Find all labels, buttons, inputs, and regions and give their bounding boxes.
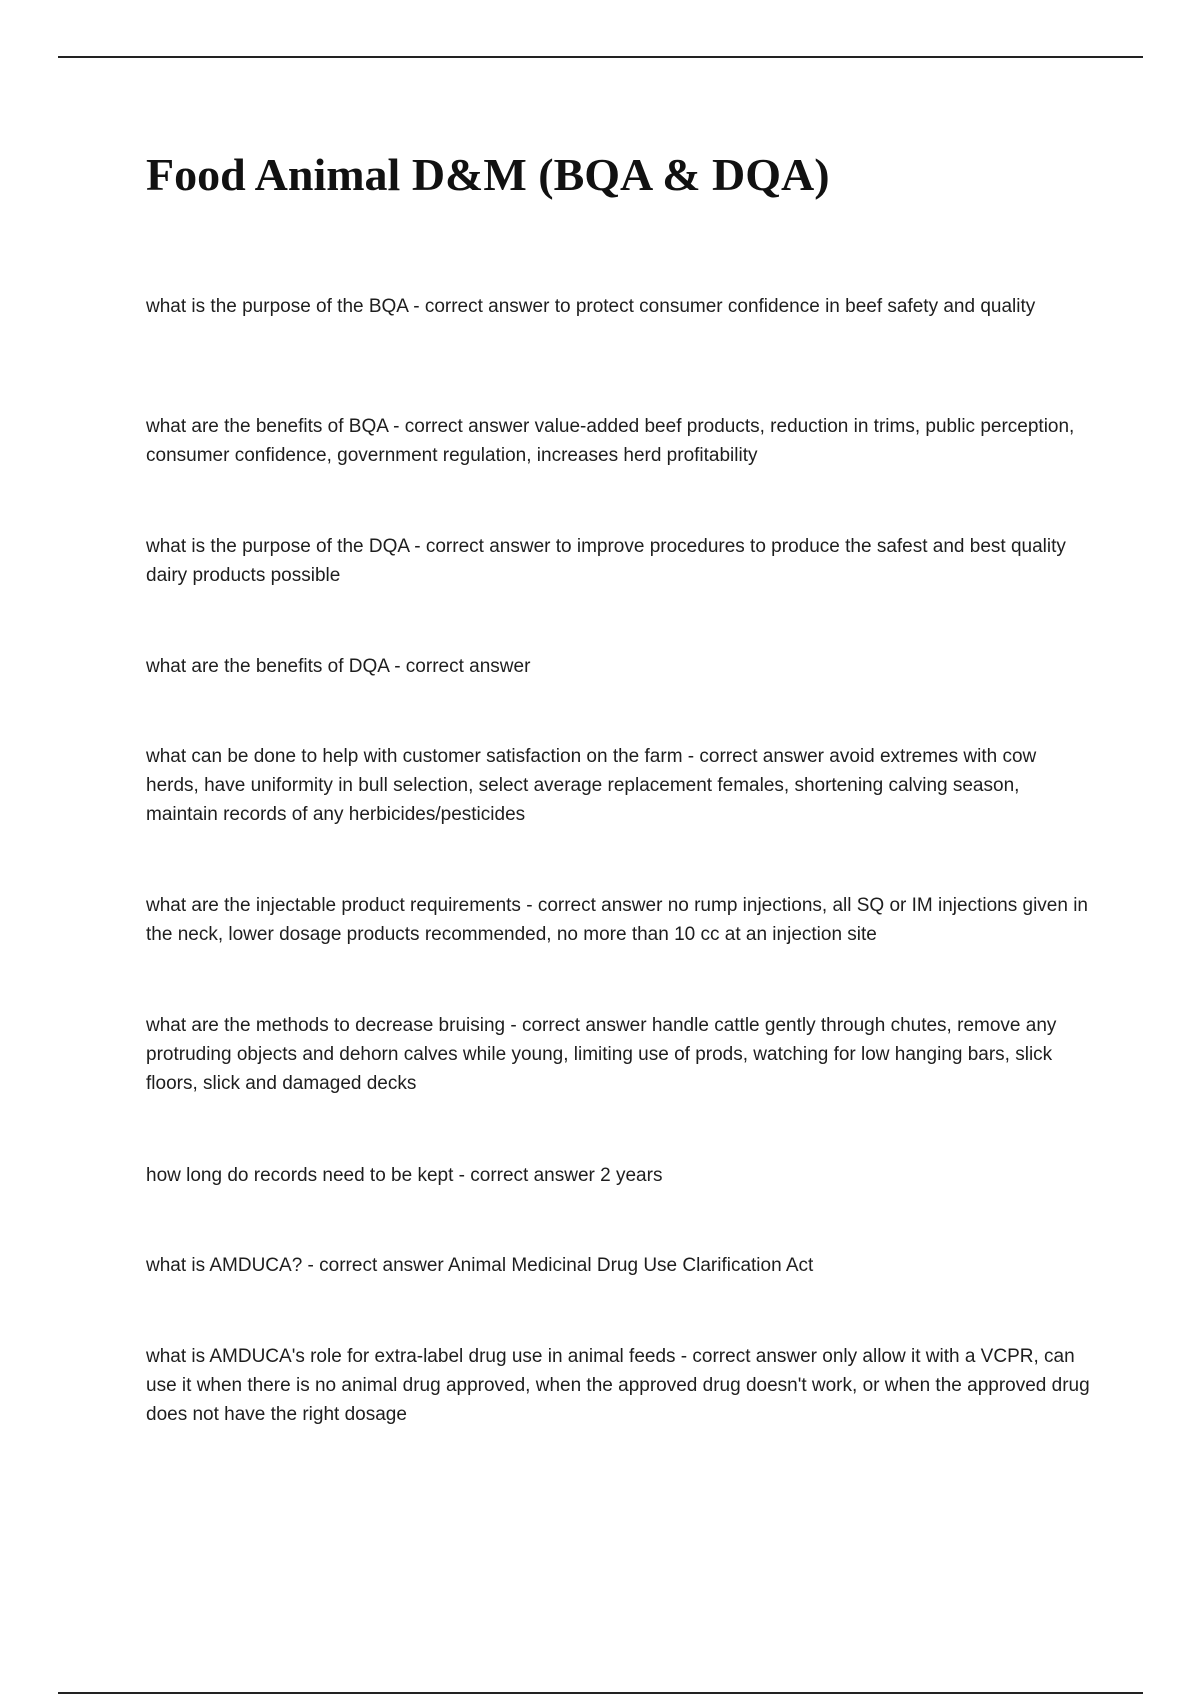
bottom-divider <box>58 1692 1143 1694</box>
qa-entry-decrease-bruising: what are the methods to decrease bruising - correct answer handle cattle gently through chutes, remove any protruding objects and dehorn calves while young, limiting use of prods, watching for low hanging bars, slick floors, slick and damaged decks <box>146 1015 1057 1094</box>
top-divider <box>58 56 1143 58</box>
qa-entry-bqa-benefits: what are the benefits of BQA - correct answer value-added beef products, reduction in trims, public perception, consumer confidence, government regulation, increases herd profitability <box>146 416 1075 466</box>
qa-entry-bqa-purpose: what is the purpose of the BQA - correct answer to protect consumer confidence in beef safety and quality <box>146 296 1036 317</box>
qa-entry-records-kept: how long do records need to be kept - correct answer 2 years <box>146 1165 663 1186</box>
document-title: Food Animal D&M (BQA & DQA) <box>146 149 830 200</box>
qa-entry-injectable-requirements: what are the injectable product requirements - correct answer no rump injections, all SQ or IM injections given in the neck, lower dosage products recommended, no more than 10 cc at an injection site <box>146 895 1088 945</box>
qa-entry-dqa-benefits: what are the benefits of DQA - correct answer <box>146 656 531 677</box>
qa-entry-customer-satisfaction: what can be done to help with customer satisfaction on the farm - correct answer avoid extremes with cow herds, have uniformity in bull selection, select average replacement females, shortening calving season, maintain records of any herbicides/pesticides <box>146 746 1037 825</box>
qa-entry-amduca-definition: what is AMDUCA? - correct answer Animal Medicinal Drug Use Clarification Act <box>146 1255 814 1276</box>
qa-entry-dqa-purpose: what is the purpose of the DQA - correct answer to improve procedures to produce the safest and best quality dairy products possible <box>146 536 1066 586</box>
qa-entry-amduca-extra-label: what is AMDUCA's role for extra-label drug use in animal feeds - correct answer only allow it with a VCPR, can use it when there is no animal drug approved, when the approved drug doesn't work, or when the approved drug does not have the right dosage <box>146 1346 1090 1425</box>
